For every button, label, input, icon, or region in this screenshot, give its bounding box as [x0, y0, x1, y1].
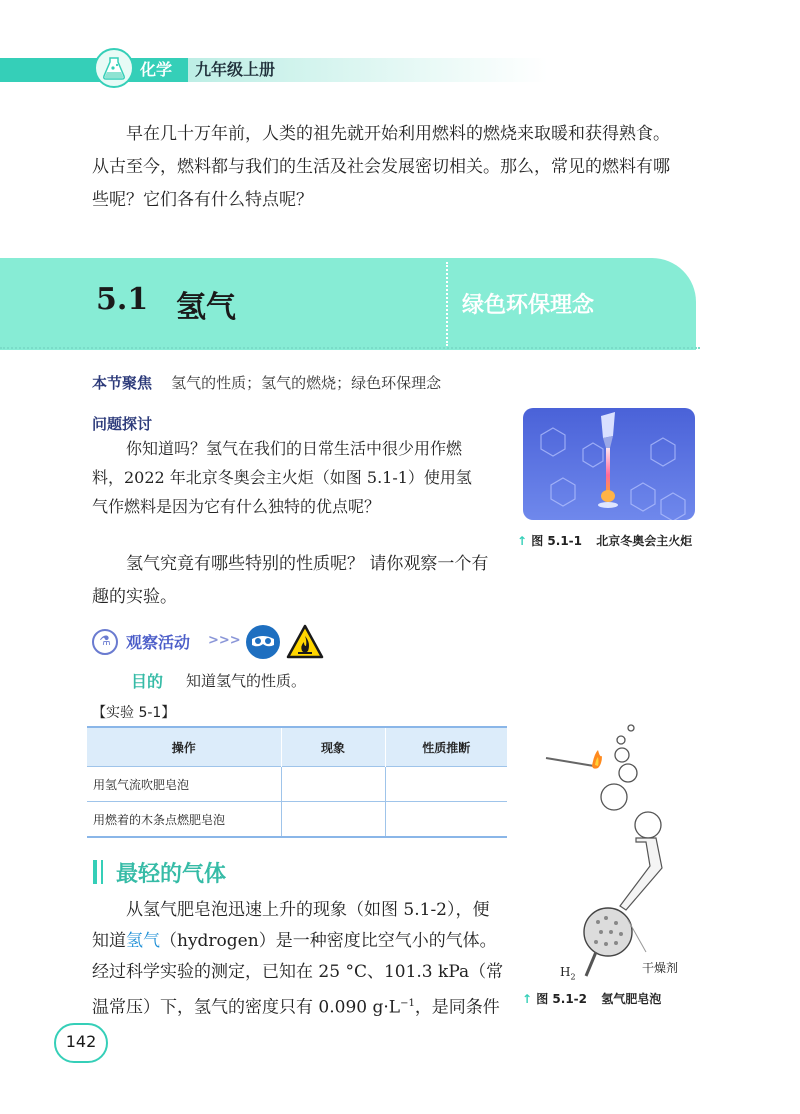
- subsection-marker: [93, 860, 97, 884]
- desiccant-label: 干燥剂: [642, 961, 679, 975]
- experiment-table: [87, 726, 507, 838]
- purpose-text: 知道氢气的性质。: [186, 672, 307, 690]
- table-cell: [385, 802, 507, 838]
- section-band-divider: [446, 262, 448, 346]
- header-subject: 化学: [140, 60, 173, 79]
- inquiry-paragraph: [92, 434, 512, 521]
- body-text: 知道: [92, 931, 126, 951]
- superscript: −1: [400, 998, 415, 1009]
- focus-label: 本节聚焦: [92, 374, 153, 392]
- inquiry-line: 气作燃料是因为它有什么独特的优点呢？: [92, 497, 381, 516]
- header-book-title: 九年级上册: [195, 60, 276, 79]
- table-header: 操作: [87, 727, 281, 767]
- figure-number: 图 5.1-1: [531, 534, 583, 548]
- intro-line: 些呢？它们各有什么特点呢？: [92, 190, 313, 210]
- body-line: 经过科学实验的测定，已知在 25 °C、101.3 kPa（常: [92, 962, 504, 982]
- section-title: 氢气: [176, 290, 236, 325]
- experiment-label: 【实验 5-1】: [92, 705, 176, 721]
- figure-caption: [522, 990, 661, 1007]
- section-band-underline: [0, 347, 700, 349]
- h2-symbol: H: [560, 965, 571, 979]
- table-cell: 用燃着的木条点燃肥皂泡: [87, 802, 281, 838]
- body-paragraph: [92, 895, 522, 1024]
- activity-label: 观察活动: [126, 633, 191, 652]
- purpose-label: 目的: [131, 672, 164, 691]
- body-line: 从氢气肥皂泡迅速上升的现象（如图 5.1-2），便: [126, 900, 490, 920]
- figure-number: 图 5.1-2: [536, 992, 588, 1006]
- torch-photo: [523, 408, 695, 520]
- body-line: [92, 988, 522, 1024]
- section-focus: [92, 372, 441, 393]
- inquiry-label: 问题探讨: [92, 415, 153, 433]
- table-cell: 用氢气流吹肥皂泡: [87, 767, 281, 802]
- arrow-up-icon: ↑: [522, 992, 533, 1006]
- flammable-warning-icon: [286, 624, 324, 660]
- subsection-title: 最轻的气体: [116, 861, 227, 887]
- arrow-up-icon: ↑: [517, 534, 528, 548]
- table-cell: [281, 802, 385, 838]
- table-cell: [385, 767, 507, 802]
- table-row: [87, 767, 507, 802]
- table-cell: [281, 767, 385, 802]
- table-row: [87, 802, 507, 838]
- keyword-hydrogen: 氢气: [126, 931, 160, 951]
- figure-caption: [517, 532, 692, 549]
- activity-arrows: >>>: [208, 633, 241, 648]
- body-line: [92, 926, 522, 957]
- table-header: 性质推断: [385, 727, 507, 767]
- question-line: 趣的实验。: [92, 587, 177, 607]
- question-paragraph: [92, 548, 512, 614]
- body-text: （hydrogen）是一种密度比空气小的气体。: [160, 931, 497, 951]
- question-line: 氢气究竟有哪些特别的性质呢？ 请你观察一个有: [126, 554, 489, 574]
- intro-line: 早在几十万年前，人类的祖先就开始利用燃料的燃烧来取暖和获得熟食。: [126, 124, 670, 144]
- page-number: 142: [65, 1032, 97, 1051]
- h2-subscript: 2: [570, 972, 576, 982]
- soap-bubble-illustration: [536, 720, 696, 990]
- goggles-icon: [246, 625, 280, 659]
- inquiry-line: 你知道吗？氢气在我们的日常生活中很少用作燃: [126, 439, 463, 458]
- body-text: ，是同条件: [414, 997, 500, 1018]
- section-theme: 绿色环保理念: [462, 293, 595, 318]
- subsection-marker-thin: [101, 860, 103, 884]
- h2-label: [560, 965, 576, 981]
- table-header-row: [87, 727, 507, 767]
- body-text: 温常压）下，氢气的密度只有 0.090 g·L: [92, 997, 401, 1018]
- intro-paragraph: [92, 118, 712, 217]
- flask-icon: [94, 48, 134, 88]
- focus-text: 氢气的性质；氢气的燃烧；绿色环保理念: [171, 374, 442, 392]
- table-header: 现象: [281, 727, 385, 767]
- figure-title: 氢气肥皂泡: [601, 992, 662, 1006]
- section-number: 5.1: [96, 282, 149, 317]
- inquiry-line: 料，2022 年北京冬奥会主火炬（如图 5.1-1）使用氢: [92, 468, 472, 487]
- figure-title: 北京冬奥会主火炬: [596, 534, 693, 548]
- observe-icon: ⚗: [92, 629, 118, 655]
- intro-line: 从古至今，燃料都与我们的生活及社会发展密切相关。那么，常见的燃料有哪: [92, 157, 670, 177]
